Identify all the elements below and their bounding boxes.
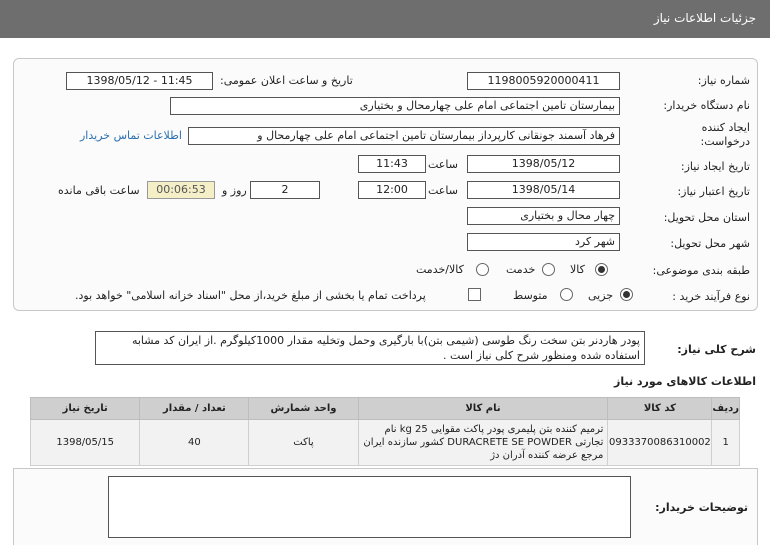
col-name: نام کالا — [358, 398, 608, 420]
row-qty: 40 — [140, 420, 249, 466]
announce-date-field: 1398/05/12 - 11:45 — [66, 72, 213, 90]
process-label: نوع فرآیند خرید : — [672, 290, 750, 303]
validity-date-field: 1398/05/14 — [467, 181, 620, 199]
days-label: روز و — [222, 184, 247, 197]
col-code: کد کالا — [608, 398, 712, 420]
process-minor-label: جزیی — [588, 289, 614, 302]
row-code: 0933370086310002 — [608, 420, 712, 466]
requester-field: فرهاد آسمند جونقانی کارپرداز بیمارستان تامین اجتماعی امام علی چهارمحال و — [188, 127, 620, 145]
create-time-label: ساعت — [428, 158, 458, 171]
page-title: جزئیات اطلاعات نیاز — [653, 11, 756, 25]
requester-label-line2: درخواست: — [700, 135, 750, 148]
category-service-radio[interactable] — [542, 263, 555, 276]
treasury-payment-note: پرداخت تمام یا بخشی از مبلغ خرید،از محل "اسناد خزانه اسلامی" خواهد بود. — [75, 289, 426, 302]
table-row — [31, 420, 740, 466]
row-need-date: 1398/05/15 — [31, 420, 140, 466]
category-goods-service-radio[interactable] — [476, 263, 489, 276]
need-summary-field: پودر هاردنر بتن سخت رنگ طوسی (شیمی بتن)با بارگیری وحمل وتخلیه مقدار 1000کیلوگرم .از ایران کد مشابه استفاده شده ومنظور شرح کلی نیاز است . — [95, 331, 645, 365]
remaining-days-field: 2 — [250, 181, 320, 199]
need-number-label: شماره نیاز: — [697, 74, 750, 87]
process-minor-radio[interactable] — [620, 288, 633, 301]
buyer-notes-label: توضیحات خریدار: — [655, 501, 748, 514]
category-label: طبقه بندی موضوعی: — [652, 264, 750, 277]
announce-date-label: تاریخ و ساعت اعلان عمومی: — [220, 74, 353, 87]
province-field: چهار محال و بختیاری — [467, 207, 620, 225]
category-goods-label: کالا — [570, 263, 585, 276]
province-label: استان محل تحویل: — [663, 211, 750, 224]
create-date-field: 1398/05/12 — [467, 155, 620, 173]
remaining-time-field: 00:06:53 — [147, 181, 215, 199]
col-index: ردیف — [712, 398, 740, 420]
need-number-field: 1198005920000411 — [467, 72, 620, 90]
col-need-date: تاریخ نیاز — [31, 398, 140, 420]
row-index: 1 — [712, 420, 740, 466]
buyer-notes-field — [108, 476, 631, 538]
category-goods-radio[interactable] — [595, 263, 608, 276]
treasury-payment-checkbox[interactable] — [468, 288, 481, 301]
process-medium-label: متوسط — [513, 289, 548, 302]
requester-label-line1: ایجاد کننده — [701, 121, 750, 134]
buyer-org-field: بیمارستان تامین اجتماعی امام علی چهارمحال و بختیاری — [170, 97, 620, 115]
city-field: شهر کرد — [467, 233, 620, 251]
remaining-time-label: ساعت باقی مانده — [58, 184, 140, 197]
create-date-label: تاریخ ایجاد نیاز: — [680, 160, 750, 173]
city-label: شهر محل تحویل: — [670, 237, 750, 250]
col-unit: واحد شمارش — [249, 398, 358, 420]
process-medium-radio[interactable] — [560, 288, 573, 301]
row-name: ترمیم کننده بتن پلیمری پودر پاکت مقوایی 25 kg نام تجارتی DURACRETE SE POWDER کشور سازنده ایران مرجع عرضه کننده آدران دژ — [358, 420, 608, 466]
create-time-field: 11:43 — [358, 155, 426, 173]
row-unit: پاکت — [249, 420, 358, 466]
validity-time-field: 12:00 — [358, 181, 426, 199]
buyer-org-label: نام دستگاه خریدار: — [663, 99, 750, 112]
validity-date-label: تاریخ اعتبار نیاز: — [677, 185, 750, 198]
buyer-contact-link[interactable]: اطلاعات تماس خریدار — [80, 129, 182, 142]
category-goods-service-label: کالا/خدمت — [416, 263, 464, 276]
goods-table — [30, 397, 740, 466]
goods-section-title: اطلاعات کالاهای مورد نیاز — [614, 375, 756, 388]
need-summary-label: شرح کلی نیاز: — [677, 343, 756, 356]
col-qty: تعداد / مقدار — [140, 398, 249, 420]
header-bar — [0, 0, 770, 38]
validity-time-label: ساعت — [428, 184, 458, 197]
goods-table-header — [31, 398, 740, 420]
category-service-label: خدمت — [506, 263, 536, 276]
